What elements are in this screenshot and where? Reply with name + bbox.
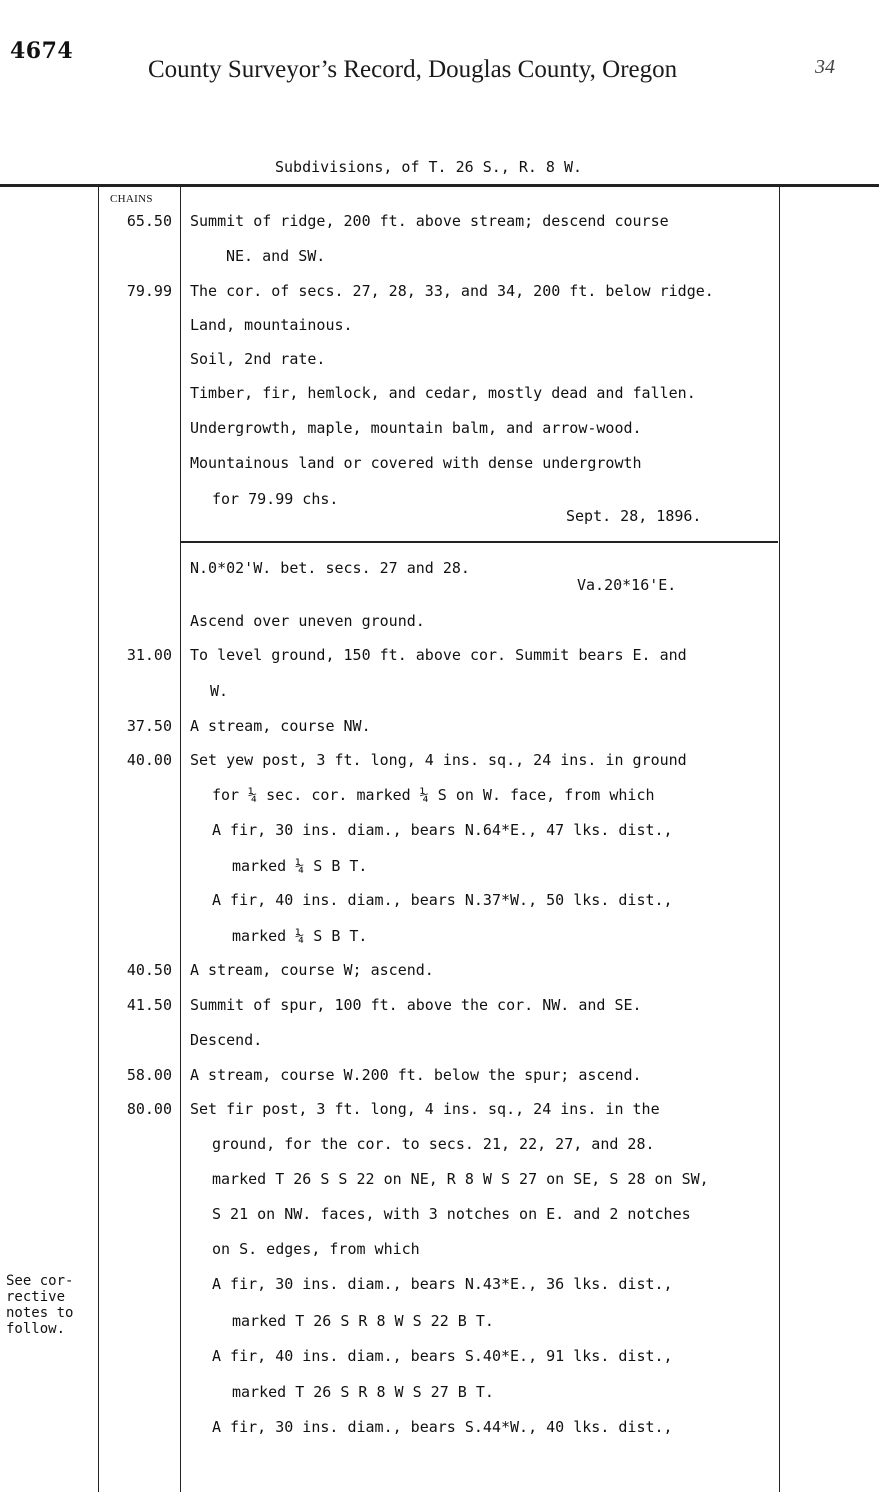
note-line: marked T 26 S R 8 W S 22 B T.: [232, 1312, 494, 1330]
note-line: ground, for the cor. to secs. 21, 22, 27, and 28.: [212, 1135, 655, 1153]
date-line: Sept. 28, 1896.: [566, 507, 702, 525]
margin-note: [6, 1273, 73, 1337]
note-line: marked T 26 S R 8 W S 27 B T.: [232, 1383, 494, 1401]
chains-column-rule: [180, 187, 181, 1492]
note-line: W.: [210, 682, 229, 700]
chain-value: 31.00: [126, 646, 172, 664]
note-line: marked ¼ S B T.: [232, 927, 368, 945]
note-line: A fir, 30 ins. diam., bears N.43*E., 36 lks. dist.,: [212, 1275, 673, 1293]
margin-note-line: See cor-: [6, 1273, 74, 1289]
section-divider: [180, 541, 778, 543]
note-line: for 79.99 chs.: [212, 490, 339, 508]
chain-value: 37.50: [126, 717, 172, 735]
note-line: Mountainous land or covered with dense undergrowth: [190, 454, 642, 472]
chain-value: 40.00: [126, 751, 172, 769]
note-line: N.0*02'W. bet. secs. 27 and 28.: [190, 559, 470, 577]
right-margin-rule: [779, 187, 780, 1492]
note-line: A stream, course W.200 ft. below the spur; ascend.: [190, 1066, 642, 1084]
note-line: To level ground, 150 ft. above cor. Summit bears E. and: [190, 646, 687, 664]
chain-value: 58.00: [126, 1066, 172, 1084]
header-rule: [0, 184, 879, 187]
note-line: for ¼ sec. cor. marked ¼ S on W. face, from which: [212, 786, 655, 804]
margin-note-line: notes to: [6, 1305, 74, 1321]
chain-value: 80.00: [126, 1100, 172, 1118]
note-line: S 21 on NW. faces, with 3 notches on E. and 2 notches: [212, 1205, 691, 1223]
chain-value: 40.50: [126, 961, 172, 979]
note-line: A fir, 40 ins. diam., bears N.37*W., 50 lks. dist.,: [212, 891, 673, 909]
note-line: Undergrowth, maple, mountain balm, and arrow-wood.: [190, 419, 642, 437]
margin-note-line: follow.: [6, 1321, 66, 1337]
folio-number: 34: [815, 56, 835, 78]
subdivision-subtitle: Subdivisions, of T. 26 S., R. 8 W.: [275, 158, 583, 176]
note-line: A stream, course NW.: [190, 717, 371, 735]
note-line: Ascend over uneven ground.: [190, 612, 425, 630]
chain-value: 65.50: [126, 212, 172, 230]
note-line: marked ¼ S B T.: [232, 857, 368, 875]
chain-value: 79.99: [126, 282, 172, 300]
note-line: Soil, 2nd rate.: [190, 350, 326, 368]
variation-line: Va.20*16'E.: [577, 576, 677, 594]
left-margin-rule: [98, 187, 99, 1492]
chains-column-header: CHAINS: [110, 193, 153, 205]
note-line: on S. edges, from which: [212, 1240, 420, 1258]
note-line: Summit of spur, 100 ft. above the cor. NW. and SE.: [190, 996, 642, 1014]
note-line: Summit of ridge, 200 ft. above stream; descend course: [190, 212, 669, 230]
note-line: Set yew post, 3 ft. long, 4 ins. sq., 24 ins. in ground: [190, 751, 687, 769]
note-line: A fir, 30 ins. diam., bears N.64*E., 47 lks. dist.,: [212, 821, 673, 839]
page-number: 4674: [10, 38, 74, 64]
note-line: NE. and SW.: [226, 247, 326, 265]
note-line: A stream, course W; ascend.: [190, 961, 434, 979]
margin-note-line: rective: [6, 1289, 66, 1305]
note-line: Timber, fir, hemlock, and cedar, mostly dead and fallen.: [190, 384, 696, 402]
note-line: Set fir post, 3 ft. long, 4 ins. sq., 24 ins. in the: [190, 1100, 660, 1118]
note-line: Land, mountainous.: [190, 316, 353, 334]
chain-value: 41.50: [126, 996, 172, 1014]
note-line: marked T 26 S S 22 on NE, R 8 W S 27 on SE, S 28 on SW,: [212, 1170, 709, 1188]
note-line: A fir, 40 ins. diam., bears S.40*E., 91 lks. dist.,: [212, 1347, 673, 1365]
note-line: Descend.: [190, 1031, 263, 1049]
note-line: A fir, 30 ins. diam., bears S.44*W., 40 lks. dist.,: [212, 1418, 673, 1436]
note-line: The cor. of secs. 27, 28, 33, and 34, 200 ft. below ridge.: [190, 282, 714, 300]
record-title: County Surveyor’s Record, Douglas County, Oregon: [148, 56, 678, 83]
